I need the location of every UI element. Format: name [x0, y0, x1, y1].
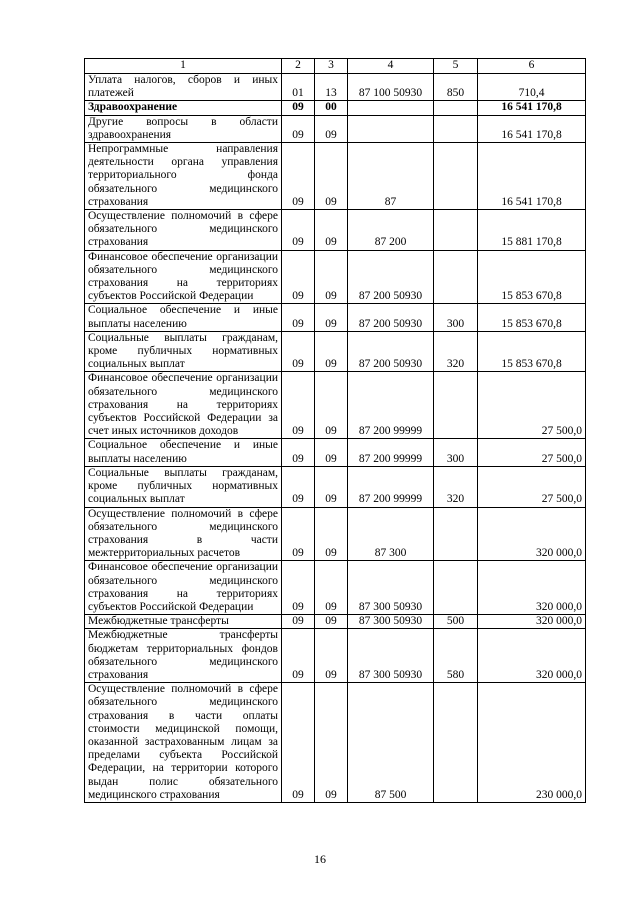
cell-target-article: 87 300	[348, 507, 434, 561]
cell-section: 09	[282, 331, 315, 372]
cell-section: 01	[282, 74, 315, 101]
cell-target-article: 87 200	[348, 210, 434, 251]
cell-amount: 16 541 170,8	[478, 115, 586, 142]
cell-name: Осуществление полномочий в сфере обязательного медицинского страхования	[85, 210, 282, 251]
cell-amount: 320 000,0	[478, 615, 586, 629]
cell-subsection: 09	[315, 507, 348, 561]
cell-section: 09	[282, 466, 315, 507]
table-row	[85, 507, 586, 561]
table-row	[85, 629, 586, 683]
cell-subsection: 09	[315, 331, 348, 372]
cell-name: Осуществление полномочий в сфере обязательного медицинского страхования в части оплаты стоимости медицинской помощи, оказанной застрахованным лицам за пределами субъекта Российской Федерации, на территории которого выдан полис обязательного медицинского страхования	[85, 683, 282, 803]
cell-target-article: 87 300 50930	[348, 561, 434, 615]
cell-amount: 320 000,0	[478, 629, 586, 683]
cell-subsection: 09	[315, 629, 348, 683]
cell-name: Финансовое обеспечение организации обязательного медицинского страхования на территориях субъектов Российской Федерации за счет иных источников доходов	[85, 372, 282, 439]
col-header-1: 1	[85, 59, 282, 74]
cell-name: Социальные выплаты гражданам, кроме публичных нормативных социальных выплат	[85, 331, 282, 372]
cell-expense-type: 320	[434, 466, 478, 507]
cell-target-article	[348, 101, 434, 115]
table-row	[85, 250, 586, 304]
col-header-3: 3	[315, 59, 348, 74]
table-row	[85, 683, 586, 803]
header-row	[85, 59, 586, 74]
cell-amount: 320 000,0	[478, 561, 586, 615]
cell-subsection: 09	[315, 561, 348, 615]
cell-section: 09	[282, 304, 315, 331]
cell-section: 09	[282, 561, 315, 615]
cell-section: 09	[282, 439, 315, 466]
cell-expense-type	[434, 683, 478, 803]
cell-target-article: 87 200 99999	[348, 372, 434, 439]
cell-target-article: 87 500	[348, 683, 434, 803]
cell-target-article	[348, 115, 434, 142]
table-row	[85, 561, 586, 615]
cell-amount: 710,4	[478, 74, 586, 101]
cell-expense-type	[434, 143, 478, 210]
cell-expense-type: 580	[434, 629, 478, 683]
cell-subsection: 09	[315, 615, 348, 629]
cell-target-article: 87	[348, 143, 434, 210]
cell-expense-type	[434, 561, 478, 615]
cell-name: Финансовое обеспечение организации обязательного медицинского страхования на территориях субъектов Российской Федерации	[85, 250, 282, 304]
col-header-2: 2	[282, 59, 315, 74]
col-header-4: 4	[348, 59, 434, 74]
cell-amount: 15 853 670,8	[478, 250, 586, 304]
cell-name: Осуществление полномочий в сфере обязательного медицинского страхования в части межтерриториальных расчетов	[85, 507, 282, 561]
cell-expense-type	[434, 115, 478, 142]
cell-target-article: 87 300 50930	[348, 629, 434, 683]
cell-amount: 27 500,0	[478, 466, 586, 507]
table-row	[85, 615, 586, 629]
page-number: 16	[314, 852, 326, 866]
cell-subsection: 09	[315, 210, 348, 251]
cell-amount: 15 853 670,8	[478, 304, 586, 331]
budget-table	[84, 58, 586, 803]
cell-subsection: 09	[315, 372, 348, 439]
cell-expense-type: 300	[434, 439, 478, 466]
table-row	[85, 115, 586, 142]
cell-section: 09	[282, 507, 315, 561]
cell-name: Непрограммные направления деятельности органа управления территориального фонда обязательного медицинского страхования	[85, 143, 282, 210]
cell-subsection: 09	[315, 466, 348, 507]
cell-expense-type	[434, 210, 478, 251]
cell-name: Финансовое обеспечение организации обязательного медицинского страхования на территориях субъектов Российской Федерации	[85, 561, 282, 615]
cell-section: 09	[282, 629, 315, 683]
cell-name: Социальное обеспечение и иные выплаты населению	[85, 304, 282, 331]
cell-amount: 230 000,0	[478, 683, 586, 803]
cell-name: Здравоохранение	[85, 101, 282, 115]
cell-expense-type: 300	[434, 304, 478, 331]
table-row	[85, 143, 586, 210]
cell-amount: 16 541 170,8	[478, 143, 586, 210]
table-row	[85, 372, 586, 439]
cell-amount: 16 541 170,8	[478, 101, 586, 115]
cell-name: Межбюджетные трансферты бюджетам территориальных фондов обязательного медицинского страхования	[85, 629, 282, 683]
cell-expense-type	[434, 101, 478, 115]
cell-name: Социальное обеспечение и иные выплаты населению	[85, 439, 282, 466]
cell-subsection: 09	[315, 683, 348, 803]
cell-name: Социальные выплаты гражданам, кроме публичных нормативных социальных выплат	[85, 466, 282, 507]
table-row	[85, 74, 586, 101]
cell-name: Уплата налогов, сборов и иных платежей	[85, 74, 282, 101]
cell-subsection: 00	[315, 101, 348, 115]
cell-amount: 27 500,0	[478, 372, 586, 439]
cell-expense-type: 320	[434, 331, 478, 372]
cell-target-article: 87 200 50930	[348, 304, 434, 331]
cell-section: 09	[282, 143, 315, 210]
col-header-5: 5	[434, 59, 478, 74]
table-row	[85, 331, 586, 372]
cell-expense-type	[434, 372, 478, 439]
cell-section: 09	[282, 210, 315, 251]
table-row	[85, 101, 586, 115]
cell-subsection: 13	[315, 74, 348, 101]
cell-name: Межбюджетные трансферты	[85, 615, 282, 629]
table-row	[85, 439, 586, 466]
cell-target-article: 87 300 50930	[348, 615, 434, 629]
cell-target-article: 87 200 99999	[348, 439, 434, 466]
cell-section: 09	[282, 250, 315, 304]
cell-section: 09	[282, 101, 315, 115]
table-row	[85, 304, 586, 331]
cell-target-article: 87 100 50930	[348, 74, 434, 101]
cell-amount: 15 853 670,8	[478, 331, 586, 372]
cell-target-article: 87 200 50930	[348, 331, 434, 372]
cell-name: Другие вопросы в области здравоохранения	[85, 115, 282, 142]
cell-subsection: 09	[315, 250, 348, 304]
cell-expense-type: 500	[434, 615, 478, 629]
cell-section: 09	[282, 115, 315, 142]
col-header-6: 6	[478, 59, 586, 74]
cell-section: 09	[282, 372, 315, 439]
cell-target-article: 87 200 50930	[348, 250, 434, 304]
cell-subsection: 09	[315, 304, 348, 331]
cell-expense-type: 850	[434, 74, 478, 101]
cell-amount: 320 000,0	[478, 507, 586, 561]
cell-section: 09	[282, 683, 315, 803]
cell-amount: 15 881 170,8	[478, 210, 586, 251]
cell-amount: 27 500,0	[478, 439, 586, 466]
cell-target-article: 87 200 99999	[348, 466, 434, 507]
table-row	[85, 466, 586, 507]
cell-expense-type	[434, 507, 478, 561]
cell-section: 09	[282, 615, 315, 629]
cell-subsection: 09	[315, 439, 348, 466]
cell-expense-type	[434, 250, 478, 304]
cell-subsection: 09	[315, 143, 348, 210]
table-row	[85, 210, 586, 251]
cell-subsection: 09	[315, 115, 348, 142]
